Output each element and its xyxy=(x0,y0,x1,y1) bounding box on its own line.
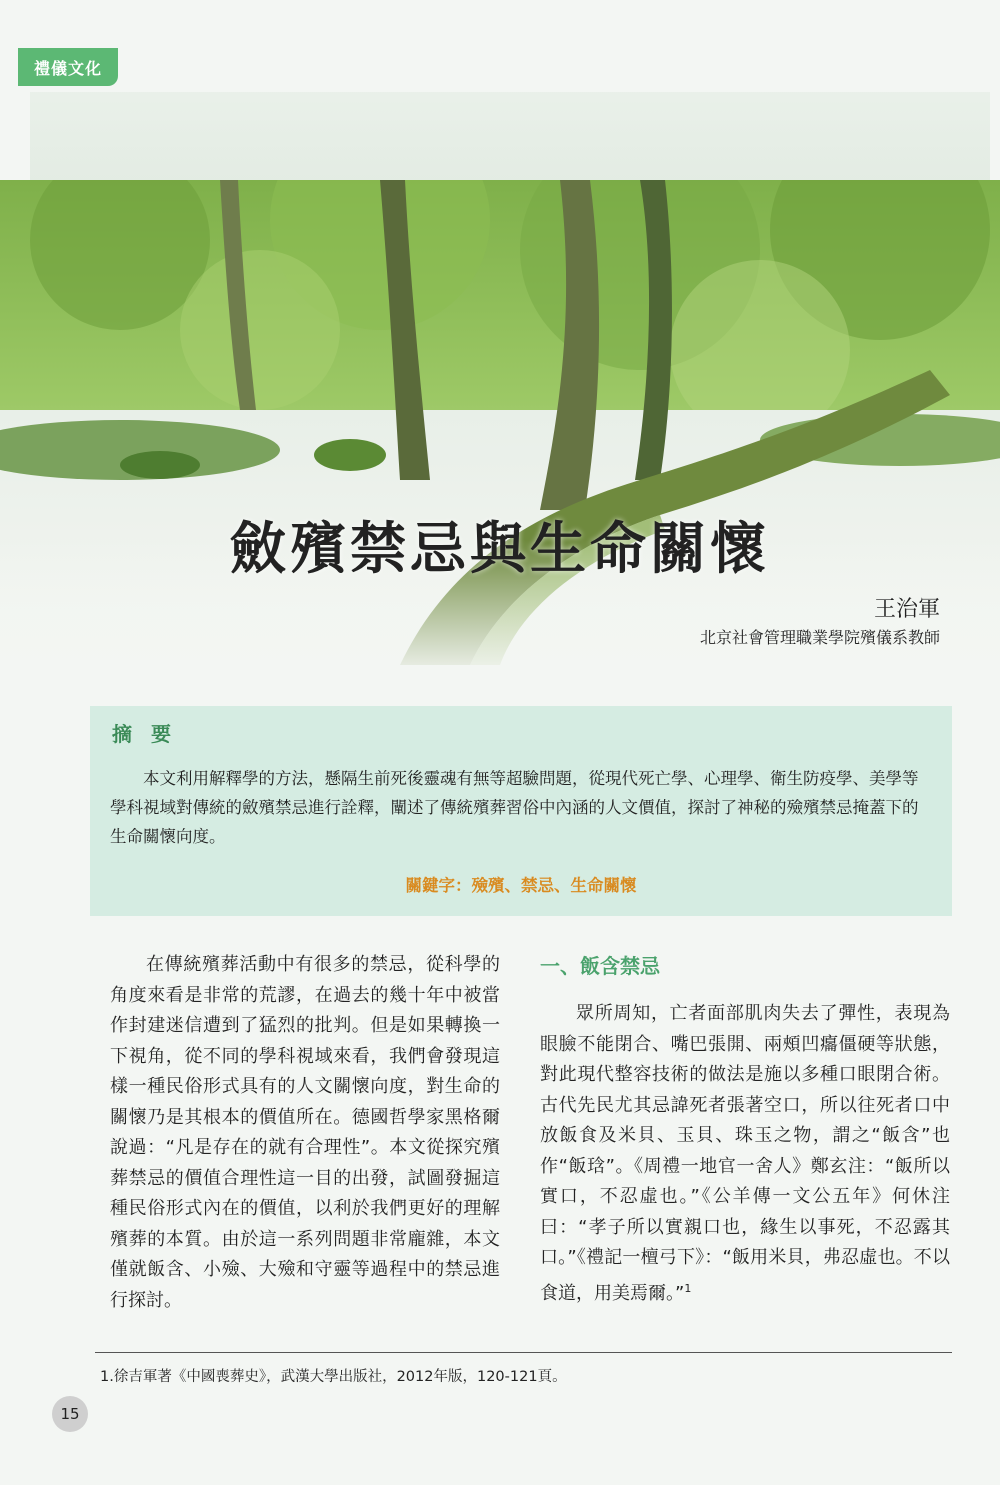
section-1-heading: 一、飯含禁忌 xyxy=(540,954,660,978)
page-number: 15 xyxy=(52,1396,88,1432)
section-1 xyxy=(540,950,950,1309)
faded-background-banner xyxy=(30,92,990,182)
section-1-body xyxy=(540,999,950,1309)
abstract-box xyxy=(90,706,952,916)
abstract-heading: 摘 要 xyxy=(112,722,177,746)
footnote-divider xyxy=(95,1352,952,1353)
intro-paragraph: 在傳統殯葬活動中有很多的禁忌，從科學的角度來看是非常的荒謬，在過去的幾十年中被當作封建迷信遭到了猛烈的批判。但是如果轉換一下視角，從不同的學科視域來看，我們會發現這樣一種民俗形式具有的人文關懷向度，對生命的關懷乃是其根本的價值所在。德國哲學家黑格爾說過：“凡是存在的就有合理性”。本文從探究殯葬禁忌的價值合理性這一目的出發，試圖發掘這種民俗形式內在的價值，以利於我們更好的理解殯葬的本質。由於這一系列問題非常龐雜，本文僅就飯含、小殮、大殮和守靈等過程中的禁忌進行探討。 xyxy=(110,954,500,1311)
footnote: 1.徐吉軍著《中國喪葬史》，武漢大學出版社，2012年版，120-121頁。 xyxy=(100,1369,567,1385)
section-tag: 禮儀文化 xyxy=(18,48,118,86)
footnote-marker: 1 xyxy=(684,1281,692,1295)
section-1-text: 眾所周知，亡者面部肌肉失去了彈性，表現為眼臉不能閉合、嘴巴張開、兩頰凹癟僵硬等狀態，對此現代整容技術的做法是施以多種口眼閉合術。古代先民尤其忌諱死者張著空口，所以往死者口中放飯食及米貝、玉貝、珠玉之物，謂之“飯含”也作“飯琀”。《周禮一地官一舍人》鄭玄注：“飯所以實口，不忍虛也。”《公羊傳一文公五年》何休注曰：“孝子所以實親口也，緣生以事死，不忍露其口。”《禮記一檀弓下》：“飯用米貝，弗忍虛也。不以食道，用美焉爾。” xyxy=(540,1003,950,1304)
article-title: 斂殯禁忌與生命關懷 xyxy=(230,516,770,582)
hero-forest-image xyxy=(0,180,1000,665)
keywords: 關鍵字：殮殯、禁忌、生命關懷 xyxy=(405,876,637,895)
abstract-body: 本文利用解釋學的方法，懸隔生前死後靈魂有無等超驗問題，從現代死亡學、心理學、衛生防疫學、美學等學科視域對傳統的斂殯禁忌進行詮釋，闡述了傳統殯葬習俗中內涵的人文價值，探討了神秘的殮殯禁忌掩蓋下的生命關懷向度。 xyxy=(110,769,919,846)
author-affiliation: 北京社會管理職業學院殯儀系教師 xyxy=(699,628,940,647)
author-name: 王治軍 xyxy=(873,597,940,622)
